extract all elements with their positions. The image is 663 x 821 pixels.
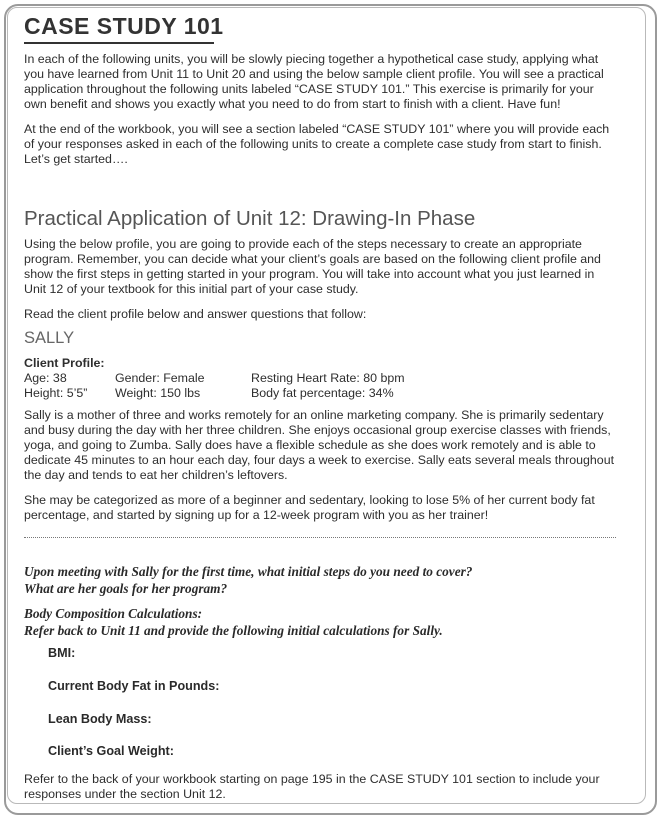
text-line: Using the below profile, you are going to provide each of the steps necessary to create an appropriate xyxy=(24,237,582,251)
calc-bmi: BMI: xyxy=(48,646,76,660)
page-title: CASE STUDY 101 xyxy=(24,13,224,39)
dotted-divider xyxy=(24,537,616,538)
text-line: the day and tends to eat her children’s leftovers. xyxy=(24,468,288,482)
profile-heart-rate: Resting Heart Rate: 80 bpm xyxy=(251,371,405,385)
profile-age: Age: 38 xyxy=(24,371,67,385)
footer-note xyxy=(24,772,634,802)
calc-lean-body-mass: Lean Body Mass: xyxy=(48,712,152,726)
text-line: Upon meeting with Sally for the first time, what initial steps do you need to cover? xyxy=(24,564,473,579)
profile-body-fat: Body fat percentage: 34% xyxy=(251,386,394,400)
section-paragraph-1 xyxy=(24,237,634,297)
text-line: yoga, and going to Zumba. Sally does have a flexible schedule as she does work remotely and is able to xyxy=(24,438,596,452)
section-heading: Practical Application of Unit 12: Drawing-In Phase xyxy=(24,207,476,230)
profile-gender: Gender: Female xyxy=(115,371,205,385)
text-line: of your responses asked in each of the following units to create a complete case study from start to finish. xyxy=(24,137,602,151)
question-body-composition xyxy=(24,605,443,639)
text-line: own benefit and shows you exactly what you need to do from start to finish with a client. Have fun! xyxy=(24,97,561,111)
calc-goal-weight: Client’s Goal Weight: xyxy=(48,744,174,758)
text-line: Body Composition Calculations: xyxy=(24,606,203,621)
title-underline xyxy=(24,42,214,44)
text-line: What are her goals for her program? xyxy=(24,581,228,596)
profile-weight: Weight: 150 lbs xyxy=(115,386,201,400)
text-line: program. Remember, you can decide what your client’s goals are based on the following client profile and xyxy=(24,252,601,266)
section-paragraph-2: Read the client profile below and answer questions that follow: xyxy=(24,307,367,321)
text-line: Refer back to Unit 11 and provide the following initial calculations for Sally. xyxy=(24,623,443,638)
text-line: application throughout the following units labeled “CASE STUDY 101.” This exercise is primarily for your xyxy=(24,82,594,96)
client-profile-label: Client Profile: xyxy=(24,356,105,370)
client-summary xyxy=(24,493,634,523)
client-name: SALLY xyxy=(24,329,75,347)
text-line: In each of the following units, you will be slowly piecing together a hypothetical case study, applying what xyxy=(24,52,599,66)
text-line: and busy during the day with her three children. She enjoys occasional group exercise classes with friends, xyxy=(24,423,611,437)
text-line: show the first steps in getting started in your program. You will take into account what you just learned in xyxy=(24,267,595,281)
text-line: She may be categorized as more of a beginner and sedentary, looking to lose 5% of her current body fat xyxy=(24,493,595,507)
text-line: percentage, and started by signing up for a 12-week program with you as her trainer! xyxy=(24,508,489,522)
text-line: Sally is a mother of three and works remotely for an online marketing company. She is primarily sedentary xyxy=(24,408,604,422)
text-line: Refer to the back of your workbook starting on page 195 in the CASE STUDY 101 section to include your xyxy=(24,772,600,786)
text-line: responses under the section Unit 12. xyxy=(24,787,226,801)
calc-body-fat-pounds: Current Body Fat in Pounds: xyxy=(48,679,220,693)
text-line: Unit 12 of your textbook for this initial part of your case study. xyxy=(24,282,359,296)
text-line: Let’s get started…. xyxy=(24,152,128,166)
intro-paragraph-1 xyxy=(24,52,634,112)
intro-paragraph-2 xyxy=(24,122,634,167)
client-description xyxy=(24,408,634,483)
text-line: you have learned from Unit 11 to Unit 20 and using the below sample client profile. You will see a practical xyxy=(24,67,604,81)
text-line: At the end of the workbook, you will see a section labeled “CASE STUDY 101” where you will provide each xyxy=(24,122,610,136)
profile-height: Height: 5’5” xyxy=(24,386,88,400)
text-line: dedicate 45 minutes to an hour each day, four days a week to exercise. Sally eats several meals throughout xyxy=(24,453,615,467)
question-initial-steps xyxy=(24,563,472,597)
